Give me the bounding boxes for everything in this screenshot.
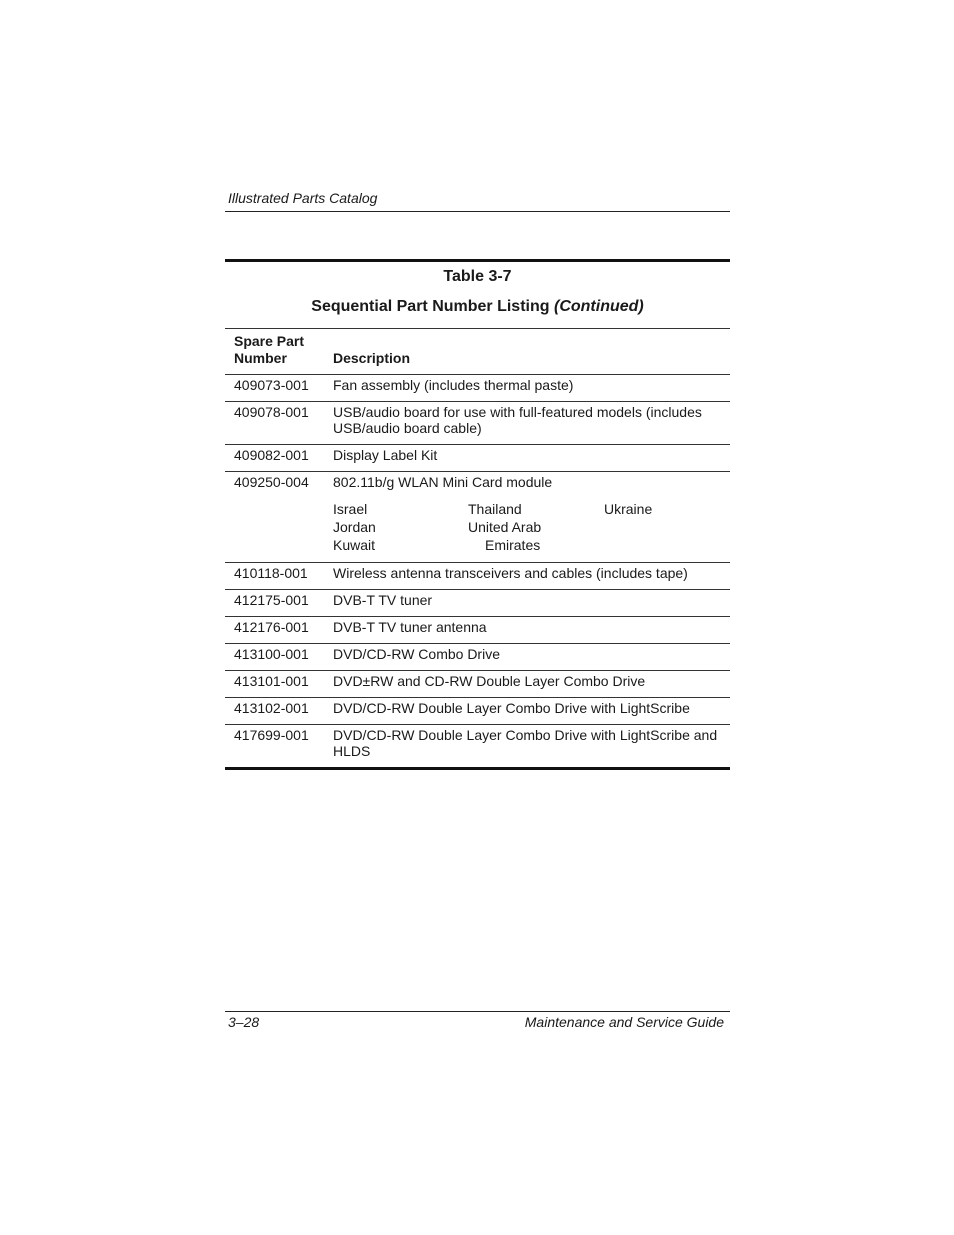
part-number-cell: 413100-001 [234,646,309,662]
country-item: Thailand [468,501,522,517]
table-row [225,445,730,472]
country-item: Israel [333,501,368,517]
description-cell: DVB-T TV tuner antenna [333,619,487,635]
description-cell [333,472,730,563]
table-title [225,298,730,316]
page-number: 3–28 [228,1014,260,1030]
table-row [225,698,730,725]
table-title-suffix: (Continued) [553,298,644,315]
country-item: Jordan [333,519,376,535]
part-number-cell: 409250-004 [234,474,309,490]
part-number-cell: 409082-001 [234,447,309,463]
table-row [225,472,730,563]
part-number-cell: 409073-001 [234,377,309,393]
table-row [225,590,730,617]
description-cell: DVB-T TV tuner [333,592,433,608]
country-item-continuation: Emirates [485,537,541,553]
footer-rule [225,1011,730,1012]
running-header: Illustrated Parts Catalog [228,190,378,206]
description-cell: Display Label Kit [333,447,438,463]
parts-table [225,328,730,770]
table-row [225,402,730,445]
table-header-row [225,329,730,375]
part-number-cell: 409078-001 [234,404,309,420]
description-cell: USB/audio board for use with full-featured models (includes USB/audio board cable) [333,404,702,436]
part-number-cell: 413102-001 [234,700,309,716]
country-item: Ukraine [604,501,653,517]
table-title-text: Sequential Part Number Listing [311,298,550,315]
description-text: 802.11b/g WLAN Mini Card module [333,474,553,490]
column-header-part-line1: Spare Part [234,333,305,349]
table-top-rule [225,259,730,262]
header-rule [225,211,730,212]
table-row [225,725,730,769]
column-header-part-line2: Number [234,350,287,366]
part-number-cell: 412175-001 [234,592,309,608]
description-cell: Fan assembly (includes thermal paste) [333,377,574,393]
description-cell: DVD/CD-RW Double Layer Combo Drive with LightScribe [333,700,690,716]
country-item: Kuwait [333,537,376,553]
table-row [225,375,730,402]
description-cell: DVD/CD-RW Combo Drive [333,646,500,662]
part-number-cell: 417699-001 [234,727,309,743]
part-number-cell: 412176-001 [234,619,309,635]
guide-title: Maintenance and Service Guide [524,1014,724,1030]
table-number: Table 3-7 [443,268,512,285]
description-cell: Wireless antenna transceivers and cables (includes tape) [333,565,688,581]
description-cell: DVD/CD-RW Double Layer Combo Drive with LightScribe and HLDS [333,727,718,759]
country-item: United Arab [468,519,542,535]
table-row [225,644,730,671]
country-list [333,500,730,554]
description-cell: DVD±RW and CD-RW Double Layer Combo Drive [333,673,646,689]
part-number-cell: 410118-001 [234,565,308,581]
part-number-cell: 413101-001 [234,673,309,689]
table-row [225,671,730,698]
column-header-part-number [225,329,333,375]
column-header-description: Description [333,350,411,366]
table-row [225,617,730,644]
table-row [225,563,730,590]
